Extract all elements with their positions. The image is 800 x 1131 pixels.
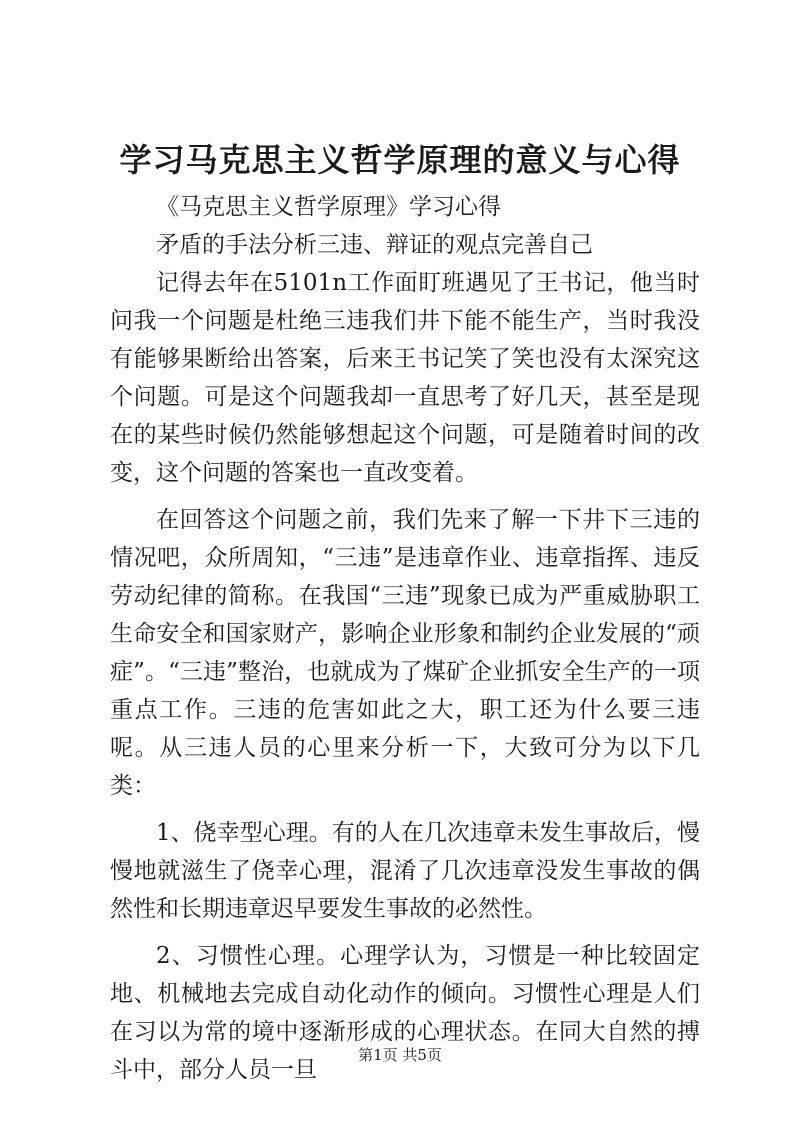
page-number: 第1页 共5页 (358, 1046, 442, 1064)
heading-paragraph: 矛盾的手法分析三违、辩证的观点完善自己 (156, 232, 593, 258)
body-paragraph: 1、侥幸型心理。有的人在几次违章未发生事故后，慢慢地就滋生了侥幸心理，混淆了几次违章没发生事故的偶然性和长期违章迟早要发生事故的必然性。 (110, 820, 700, 922)
body-paragraph: 2、习惯性心理。心理学认为，习惯是一种比较固定地、机械地去完成自动化动作的倾向。习惯性心理是人们在习以为常的境中逐渐形成的心理状态。在同大自然的搏斗中，部分人员一旦 (110, 943, 700, 1083)
subtitle-paragraph: 《马克思主义哲学原理》学习心得 (156, 194, 501, 220)
body-paragraph: 在回答这个问题之前，我们先来了解一下井下三违的情况吧，众所周知，“三违”是违章作业、违章指挥、违反劳动纪律的简称。在我国“三违”现象已成为严重威胁职工生命安全和国家财产，影响企业形象和制约企业发展的“顽症”。“三违”整治，也就成为了煤矿企业抓安全生产的一项重点工作。三违的危害如此之大，职工还为什么要三违呢。从三违人员的心里来分析一下，大致可分为以下几类： (110, 507, 700, 799)
document-title: 学习马克思主义哲学原理的意义与心得 (119, 141, 681, 179)
body-paragraph: 记得去年在5101n工作面盯班遇见了王书记，他当时问我一个问题是杜绝三违我们井下能不能生产，当时我没有能够果断给出答案，后来王书记笑了笑也没有太深究这个问题。可是这个问题我却一直思考了好几天，甚至是现在的某些时候仍然能够想起这个问题，可是随着时间的改变，这个问题的答案也一直改变着。 (110, 270, 700, 486)
document-body (110, 188, 700, 1098)
